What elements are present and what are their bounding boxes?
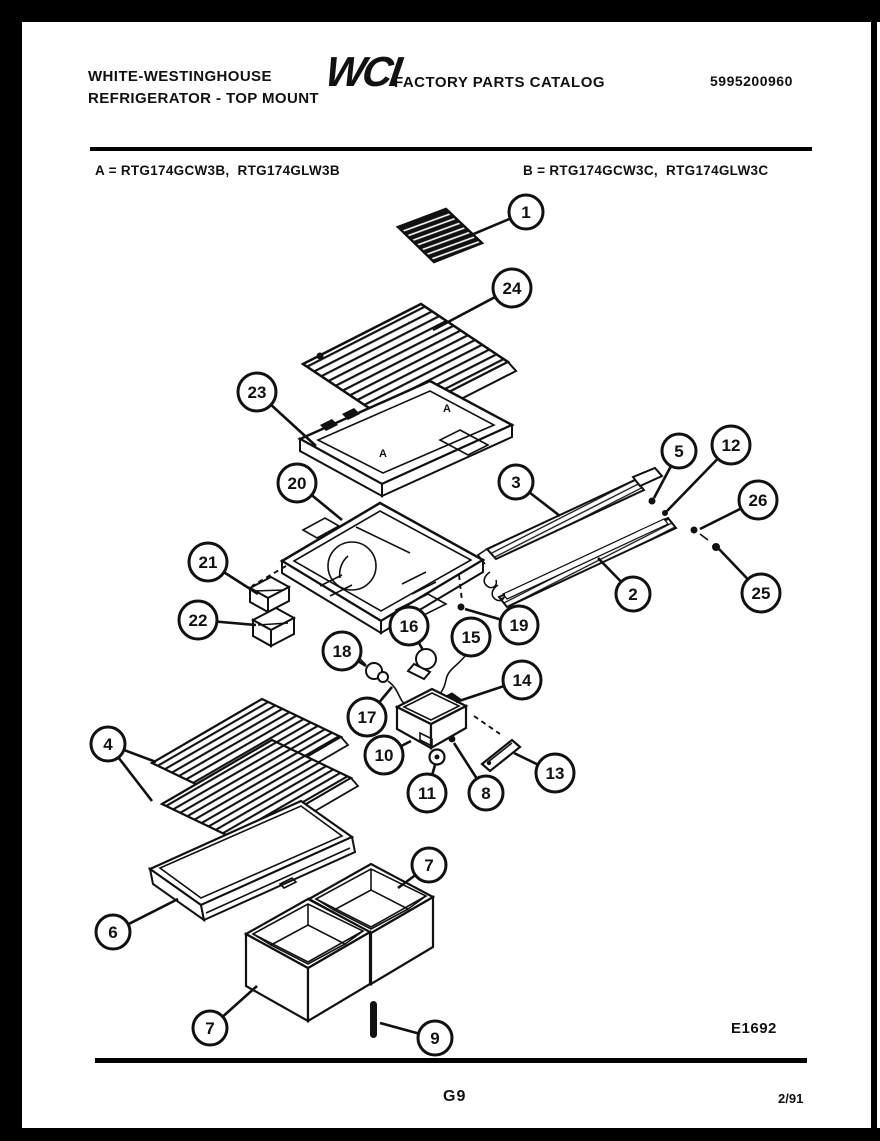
part-11-grommet (430, 750, 445, 765)
svg-text:16: 16 (399, 617, 419, 636)
callout-17 (348, 687, 392, 736)
svg-text:22: 22 (188, 611, 208, 630)
svg-text:6: 6 (108, 923, 118, 942)
part-15-tube (436, 652, 468, 698)
part-21-support (250, 577, 289, 612)
brand-line-2: REFRIGERATOR - TOP MOUNT (88, 90, 319, 107)
svg-text:10: 10 (374, 746, 394, 765)
part-9-pin (370, 1001, 377, 1038)
callout-24 (433, 269, 531, 330)
svg-text:1: 1 (521, 203, 531, 222)
part-20-crisper-cover (282, 503, 483, 633)
svg-text:2: 2 (628, 585, 638, 604)
callout-22 (179, 601, 256, 639)
part-16-lamp (408, 649, 436, 679)
brand-line-1: WHITE-WESTINGHOUSE (88, 68, 272, 85)
callout-18 (323, 632, 366, 670)
svg-text:15: 15 (461, 628, 481, 647)
svg-text:19: 19 (509, 616, 529, 635)
svg-text:4: 4 (103, 735, 113, 754)
svg-text:20: 20 (287, 474, 307, 493)
part-8-screw (449, 736, 456, 743)
part-22-support (253, 608, 294, 646)
svg-text:25: 25 (751, 584, 771, 603)
svg-text:8: 8 (481, 784, 491, 803)
svg-text:13: 13 (545, 764, 565, 783)
page-code: G9 (443, 1088, 467, 1105)
svg-text:12: 12 (721, 436, 741, 455)
callout-14 (456, 661, 541, 702)
figure-code: E1692 (731, 1020, 777, 1037)
callout-10 (365, 736, 411, 774)
callout-20 (278, 464, 342, 520)
callout-9 (380, 1021, 452, 1055)
svg-text:26: 26 (748, 491, 768, 510)
callout-23 (238, 373, 316, 446)
callout-6 (96, 899, 178, 949)
svg-text:17: 17 (357, 708, 377, 727)
svg-text:11: 11 (418, 784, 436, 803)
model-group-b: B = RTG174GCW3C, RTG174GLW3C (523, 163, 769, 178)
svg-text:18: 18 (332, 642, 352, 661)
svg-text:5: 5 (674, 442, 684, 461)
catalog-title: FACTORY PARTS CATALOG (394, 74, 606, 91)
callout-21 (189, 543, 258, 594)
callout-7 (193, 986, 257, 1045)
svg-text:23: 23 (247, 383, 267, 402)
svg-text:9: 9 (430, 1029, 440, 1048)
svg-text:24: 24 (502, 279, 522, 298)
part-19-screw (458, 604, 465, 611)
model-group-a: A = RTG174GCW3B, RTG174GLW3B (95, 163, 340, 178)
part-13-bracket (482, 740, 520, 771)
wci-logo: WCI (322, 48, 403, 95)
callout-4 (91, 727, 156, 801)
callout-3 (499, 465, 560, 516)
callout-16 (390, 607, 428, 650)
svg-text:21: 21 (198, 553, 218, 572)
svg-text:A: A (443, 403, 451, 415)
callout-26 (700, 481, 777, 529)
revision-date: 2/91 (778, 1091, 804, 1106)
part-23-shelf-frame (300, 381, 512, 496)
publication-number: 5995200960 (710, 73, 793, 89)
svg-text:7: 7 (424, 856, 434, 875)
callout-15 (452, 618, 490, 656)
svg-text:A: A (379, 448, 387, 460)
callout-11 (408, 765, 446, 812)
footer-rule (95, 1058, 807, 1063)
callout-13 (514, 753, 574, 792)
callout-25 (719, 549, 780, 612)
svg-text:3: 3 (511, 473, 521, 492)
callout-7 (398, 848, 446, 888)
svg-text:14: 14 (512, 671, 532, 690)
svg-text:7: 7 (205, 1019, 215, 1038)
callout-2 (598, 558, 650, 611)
